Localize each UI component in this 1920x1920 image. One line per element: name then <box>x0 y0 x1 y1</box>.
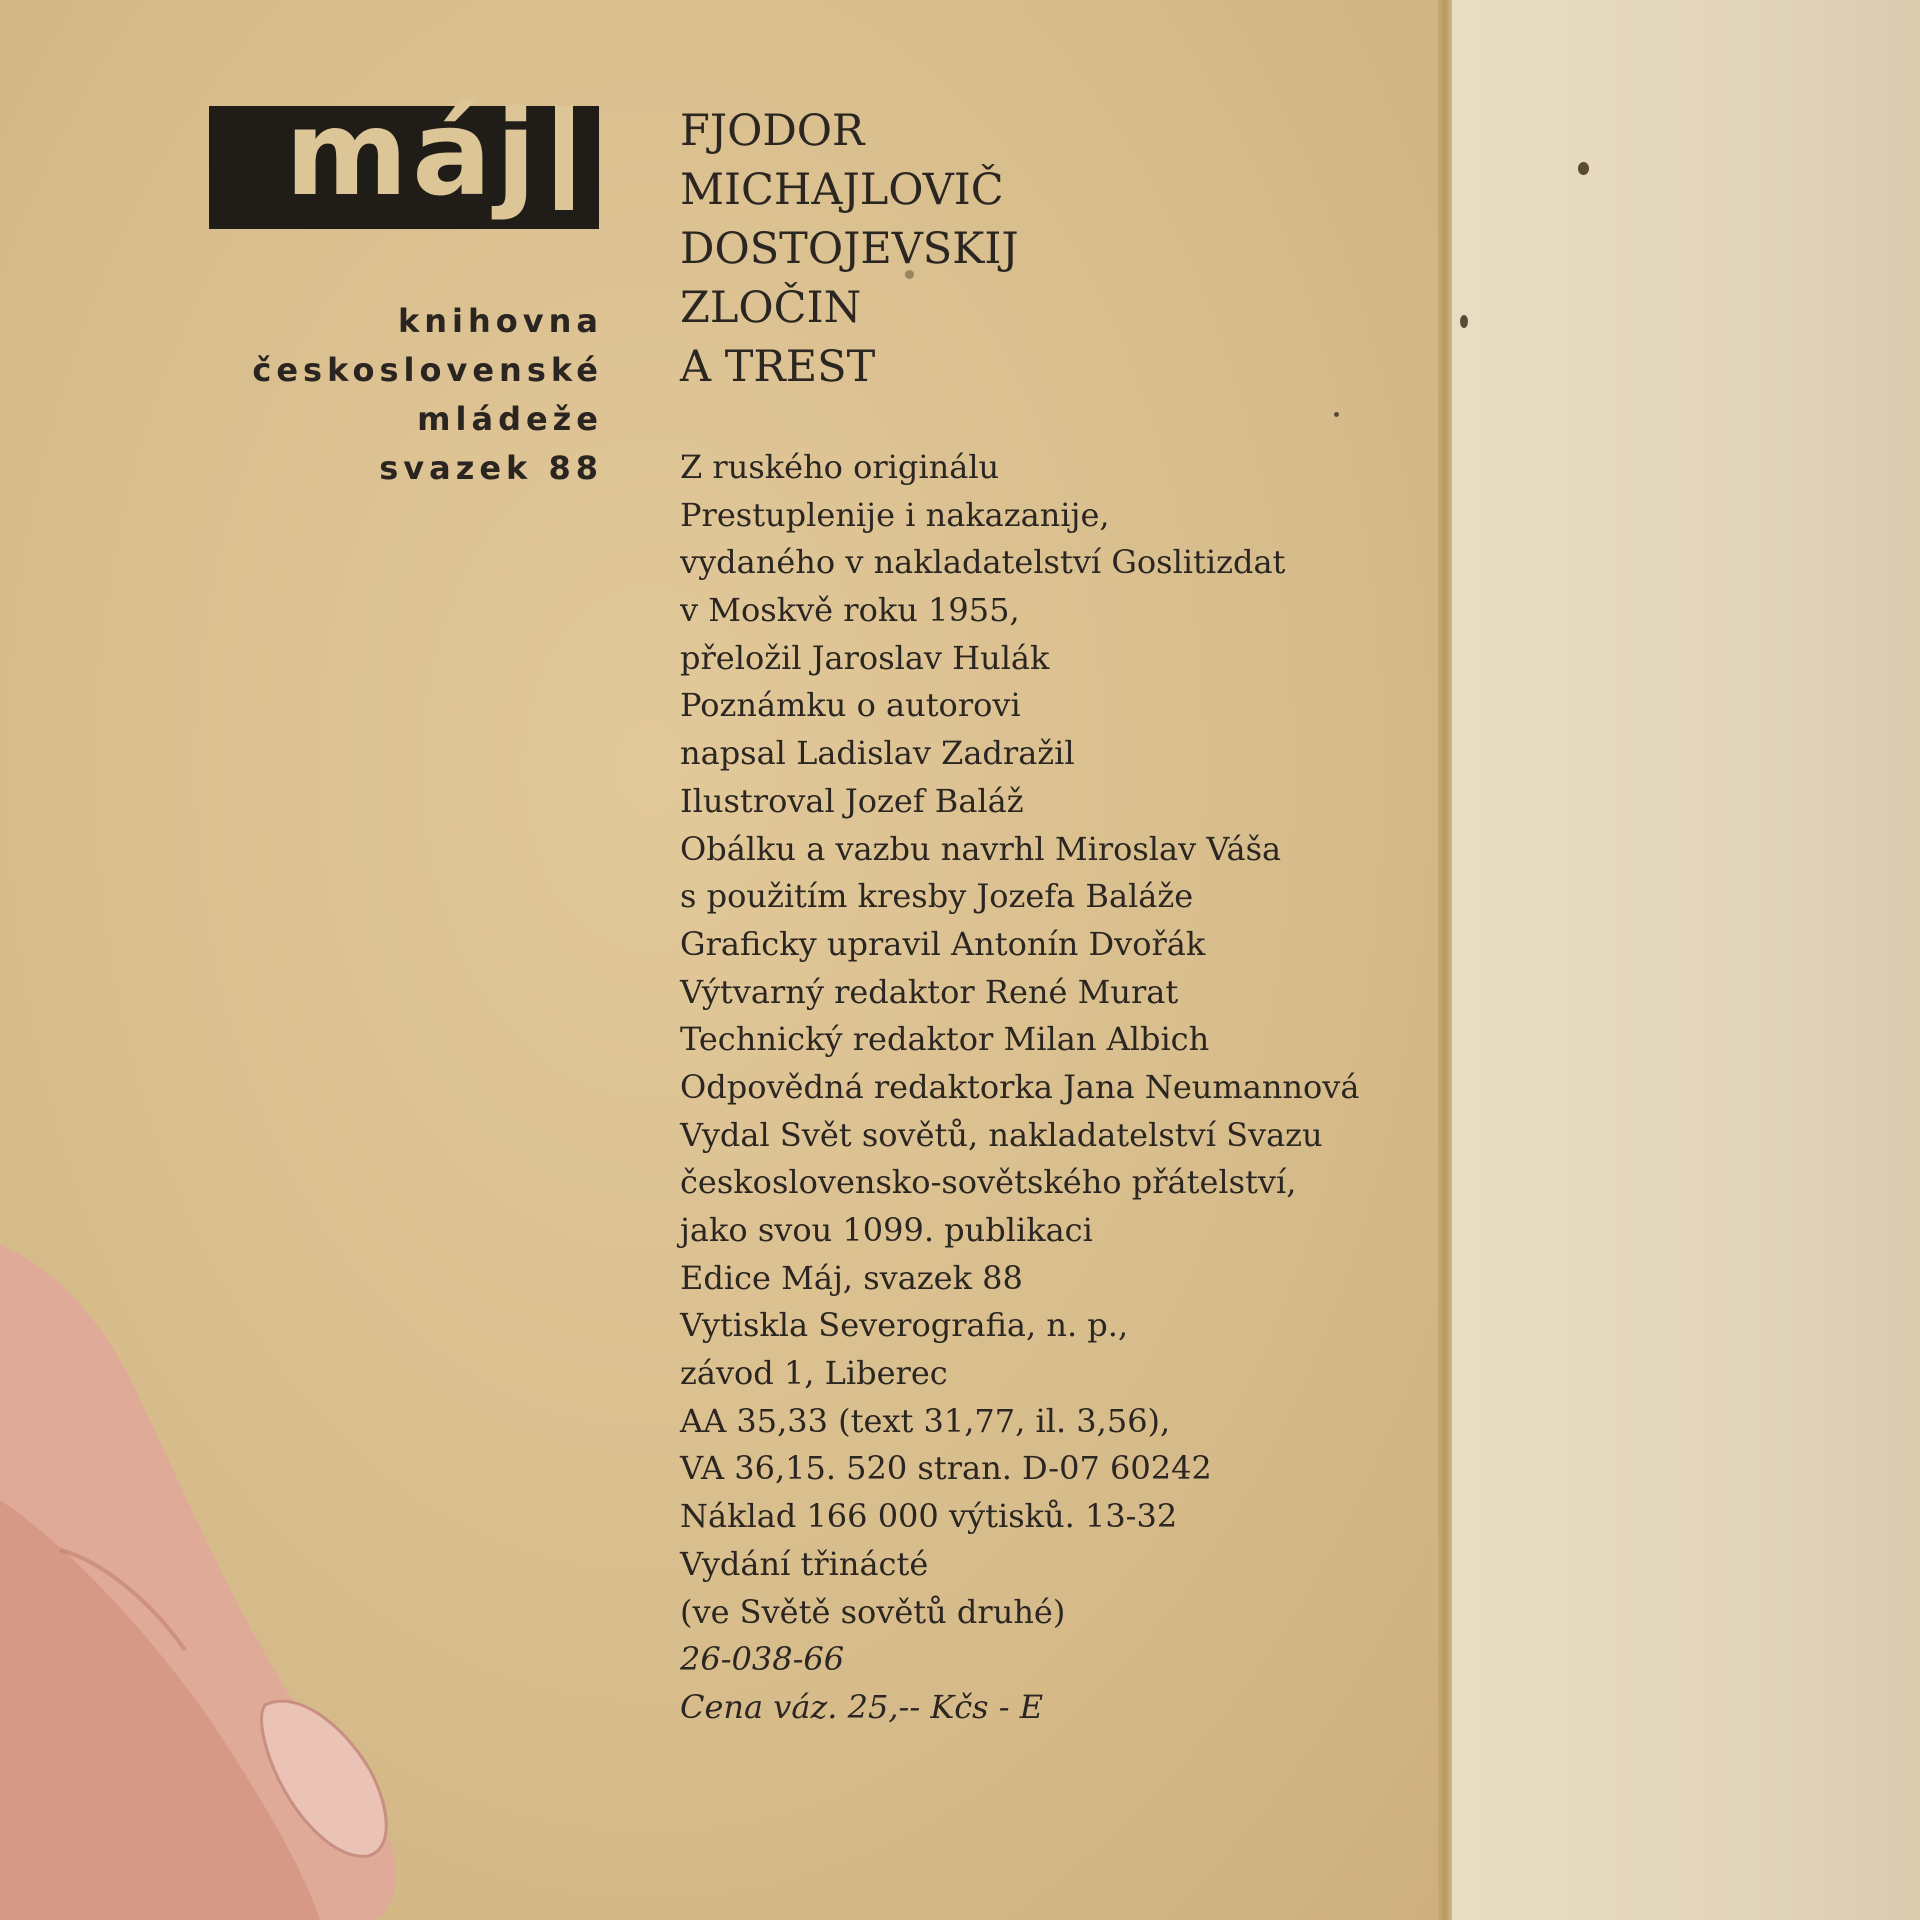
imprint-line: vydaného v nakladatelství Goslitizdat <box>680 543 1286 582</box>
imprint-line: Vydal Svět sovětů, nakladatelství Svazu <box>680 1115 1323 1154</box>
price-line: Cena váz. 25,-- Kčs - E <box>680 1687 1044 1726</box>
speck <box>1460 315 1468 328</box>
catalog-number: 26-038-66 <box>680 1640 845 1679</box>
imprint-line: jako svou 1099. publikaci <box>680 1211 1093 1249</box>
imprint-line: s použitím kresby Jozefa Baláže <box>680 877 1194 916</box>
imprint-line: závod 1, Liberec <box>680 1354 948 1393</box>
imprint-line: Vydání třinácté <box>680 1544 929 1583</box>
book-title-line: A TREST <box>680 342 876 392</box>
speck <box>1334 412 1339 417</box>
logo-notch <box>555 106 573 210</box>
series-line: svazek 88 <box>379 449 603 487</box>
logo-text: máj <box>285 84 541 222</box>
book-title-line: ZLOČIN <box>680 283 862 333</box>
right-page <box>1452 0 1920 1920</box>
series-line: československé <box>252 351 603 389</box>
imprint-line: v Moskvě roku 1955, <box>680 591 1020 630</box>
imprint-line: Z ruského originálu <box>680 448 1000 486</box>
imprint-line: přeložil Jaroslav Hulák <box>680 638 1050 677</box>
author-surname: DOSTOJEVSKIJ <box>680 224 1019 274</box>
book-title-block <box>680 102 1019 397</box>
series-block <box>252 297 603 493</box>
series-line: knihovna <box>397 302 603 340</box>
imprint-line: Vytiskla Severografia, n. p., <box>680 1306 1129 1345</box>
imprint-line: Odpovědná redaktorka Jana Neumannová <box>680 1067 1360 1106</box>
imprint-line: (ve Světě sovětů druhé) <box>680 1592 1066 1631</box>
imprint-line: Prestuplenije i nakazanije, <box>680 495 1110 534</box>
imprint-line: Náklad 166 000 výtisků. 13-32 <box>680 1497 1178 1536</box>
publisher-logo <box>209 84 599 229</box>
imprint-line: Poznámku o autorovi <box>680 686 1021 725</box>
imprint-line: Graficky upravil Antonín Dvořák <box>680 924 1206 963</box>
series-line: mládeže <box>417 400 603 438</box>
imprint-line: VA 36,15. 520 stran. D-07 60242 <box>680 1449 1212 1488</box>
speck <box>1578 162 1589 175</box>
author-first-name: FJODOR <box>680 106 865 156</box>
imprint-line: napsal Ladislav Zadražil <box>680 734 1075 773</box>
imprint-line: Obálku a vazbu navrhl Miroslav Váša <box>680 829 1282 868</box>
imprint-line: československo-sovětského přátelství, <box>680 1163 1297 1202</box>
imprint-line: Ilustroval Jozef Baláž <box>680 781 1024 820</box>
imprint-line: Technický redaktor Milan Albich <box>680 1020 1210 1059</box>
imprint-block <box>680 444 1359 1732</box>
imprint-line: Edice Máj, svazek 88 <box>680 1258 1023 1297</box>
author-patronymic: MICHAJLOVIČ <box>680 165 1004 215</box>
page-edge <box>1438 0 1452 1920</box>
imprint-line: AA 35,33 (text 31,77, il. 3,56), <box>680 1401 1171 1440</box>
imprint-line: Výtvarný redaktor René Murat <box>680 972 1179 1011</box>
